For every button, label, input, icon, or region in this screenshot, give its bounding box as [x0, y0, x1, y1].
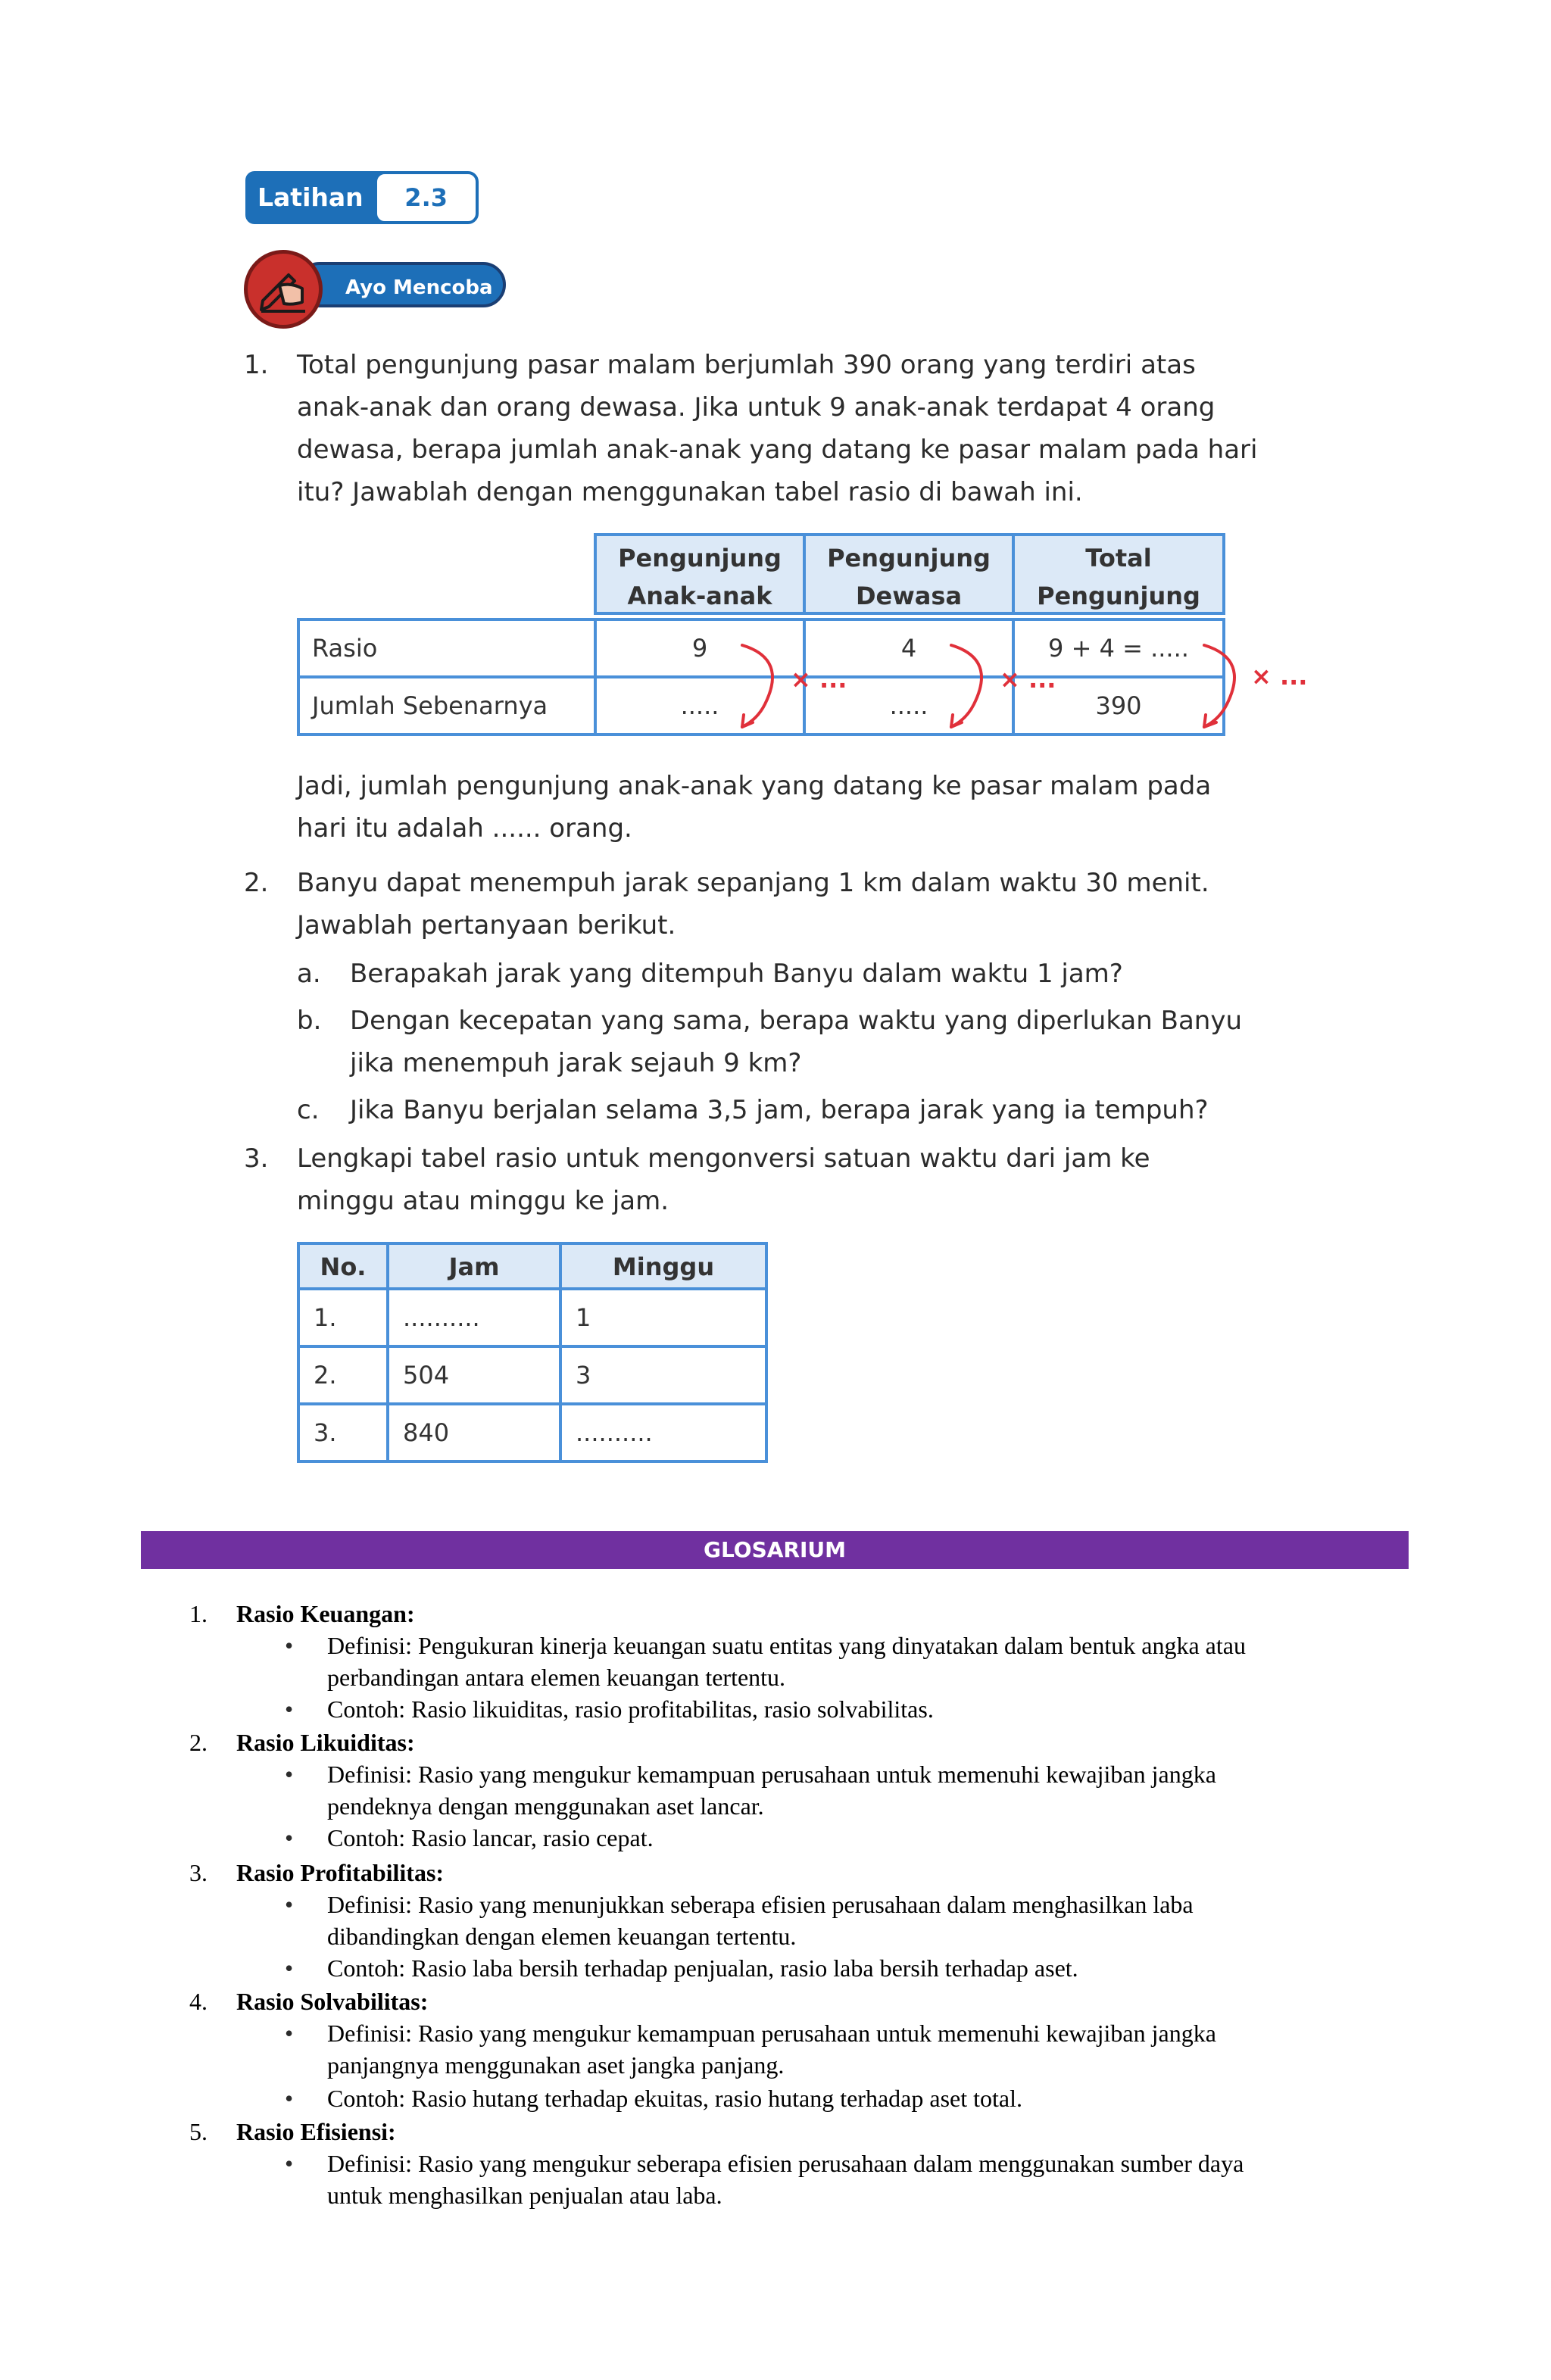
- question-2-number: 2.: [244, 868, 269, 898]
- glossary-number: 2.: [189, 1729, 208, 1756]
- glossary-term: Rasio Keuangan:: [236, 1600, 415, 1627]
- multiplier-label: × ...: [1000, 665, 1056, 694]
- question-1-number: 1.: [244, 350, 269, 380]
- header-dewasa: [803, 533, 1015, 615]
- header-no: No.: [297, 1242, 389, 1290]
- table-cell: 9 + 4 = .....: [1012, 618, 1225, 678]
- sub-c-text: Jika Banyu berjalan selama 3,5 jam, berapa jarak yang ia tempuh?: [350, 1095, 1209, 1125]
- glossary-term: Rasio Efisiensi:: [236, 2118, 396, 2145]
- header-line: Pengunjung: [618, 544, 782, 572]
- table-cell: 4: [803, 618, 1015, 678]
- table-cell: 3.: [297, 1402, 389, 1463]
- bullet-icon: •: [285, 1632, 294, 1659]
- table-cell: .....: [803, 675, 1015, 736]
- multiplier-label: × ...: [1251, 662, 1308, 691]
- sub-a-text: Berapakah jarak yang ditempuh Banyu dalam waktu 1 jam?: [350, 959, 1123, 989]
- header-anak-anak: [594, 533, 806, 615]
- glossary-example: Contoh: Rasio lancar, rasio cepat.: [327, 1824, 654, 1851]
- sub-b-letter: b.: [297, 1006, 322, 1036]
- arrow-3: [1204, 645, 1234, 727]
- sub-c-letter: c.: [297, 1095, 320, 1125]
- question-3-number: 3.: [244, 1143, 269, 1174]
- table-cell: 1: [559, 1287, 768, 1348]
- question-3-line: minggu atau minggu ke jam.: [297, 1186, 669, 1216]
- bullet-icon: •: [285, 2020, 294, 2047]
- definition-line: panjangnya menggunakan aset jangka panjang.: [327, 2051, 785, 2079]
- question-3-line: Lengkapi tabel rasio untuk mengonversi satuan waktu dari jam ke: [297, 1143, 1150, 1174]
- glossary-definition: [327, 1630, 1246, 1693]
- table-cell: ..........: [386, 1287, 562, 1348]
- bullet-icon: •: [285, 1891, 294, 1918]
- definition-line: Definisi: Rasio yang mengukur seberapa efisien perusahaan dalam menggunakan sumber daya: [327, 2150, 1244, 2177]
- question-1-line: dewasa, berapa jumlah anak-anak yang datang ke pasar malam pada hari: [297, 435, 1258, 465]
- question-1-conclusion: [297, 765, 1211, 850]
- header-jam: Jam: [386, 1242, 562, 1290]
- glossary-term: Rasio Likuiditas:: [236, 1729, 415, 1756]
- arrow-1: [742, 645, 772, 727]
- row-label-jumlah: Jumlah Sebenarnya: [297, 675, 597, 736]
- arrow-2: [951, 645, 981, 727]
- latihan-badge: [245, 171, 479, 227]
- glossary-example: Contoh: Rasio laba bersih terhadap penjualan, rasio laba bersih terhadap aset.: [327, 1954, 1078, 1982]
- header-line: Pengunjung: [1037, 582, 1200, 610]
- table-cell: ..........: [559, 1402, 768, 1463]
- glossary-term: Rasio Profitabilitas:: [236, 1859, 445, 1886]
- glossary-number: 4.: [189, 1988, 208, 2015]
- table-cell: 9: [594, 618, 806, 678]
- table-cell: 390: [1012, 675, 1225, 736]
- definition-line: dibandingkan dengan elemen keuangan tertentu.: [327, 1923, 797, 1950]
- sub-a-letter: a.: [297, 959, 321, 989]
- row-label-rasio: Rasio: [297, 618, 597, 678]
- header-total: [1012, 533, 1225, 615]
- table-cell: 2.: [297, 1345, 389, 1405]
- conclusion-line: Jadi, jumlah pengunjung anak-anak yang datang ke pasar malam pada: [297, 771, 1212, 801]
- bullet-icon: •: [285, 1695, 294, 1723]
- glossary-definition: [327, 2017, 1216, 2081]
- question-2-line: Jawablah pertanyaan berikut.: [297, 910, 676, 940]
- glossary-definition: [327, 1758, 1216, 1822]
- glossary-term: Rasio Solvabilitas:: [236, 1988, 429, 2015]
- glossary-number: 5.: [189, 2118, 208, 2145]
- definition-line: Definisi: Rasio yang mengukur kemampuan perusahaan untuk memenuhi kewajiban jangka: [327, 2020, 1216, 2047]
- ayo-mencoba-badge: [244, 250, 509, 333]
- bullet-icon: •: [285, 1954, 294, 1982]
- ayo-mencoba-label: Ayo Mencoba: [297, 262, 506, 307]
- sub-b-line: jika menempuh jarak sejauh 9 km?: [350, 1048, 802, 1078]
- glossary-definition: [327, 2148, 1244, 2211]
- sub-b-line: Dengan kecepatan yang sama, berapa waktu yang diperlukan Banyu: [350, 1006, 1242, 1036]
- conclusion-line: hari itu adalah ...... orang.: [297, 813, 632, 844]
- table-cell: .....: [594, 675, 806, 736]
- glossary-number: 1.: [189, 1600, 208, 1627]
- glossary-example: Contoh: Rasio hutang terhadap ekuitas, rasio hutang terhadap aset total.: [327, 2085, 1022, 2112]
- glossary-definition: [327, 1889, 1194, 1952]
- definition-line: perbandingan antara elemen keuangan tertentu.: [327, 1664, 786, 1691]
- latihan-label: Latihan: [245, 171, 394, 224]
- glosarium-title: GLOSARIUM: [141, 1531, 1409, 1569]
- bullet-icon: •: [285, 1761, 294, 1788]
- table-cell: 3: [559, 1345, 768, 1405]
- sub-b-text: [350, 1000, 1242, 1084]
- hand-writing-icon: [244, 250, 323, 329]
- bullet-icon: •: [285, 2150, 294, 2177]
- header-line: Anak-anak: [627, 582, 772, 610]
- header-line: Pengunjung: [827, 544, 991, 572]
- question-1-line: itu? Jawablah dengan menggunakan tabel rasio di bawah ini.: [297, 477, 1083, 507]
- header-line: Dewasa: [855, 582, 963, 610]
- definition-line: Definisi: Pengukuran kinerja keuangan suatu entitas yang dinyatakan dalam bentuk angka atau: [327, 1632, 1246, 1659]
- glossary-example: Contoh: Rasio likuiditas, rasio profitabilitas, rasio solvabilitas.: [327, 1695, 934, 1723]
- question-1-line: Total pengunjung pasar malam berjumlah 390 orang yang terdiri atas: [297, 350, 1196, 380]
- table-cell: 1.: [297, 1287, 389, 1348]
- table-cell: 840: [386, 1402, 562, 1463]
- question-1-line: anak-anak dan orang dewasa. Jika untuk 9 anak-anak terdapat 4 orang: [297, 392, 1216, 423]
- definition-line: untuk menghasilkan penjualan atau laba.: [327, 2182, 722, 2209]
- header-line: Total: [1085, 544, 1152, 572]
- question-3-text: [297, 1137, 1150, 1222]
- question-2-line: Banyu dapat menempuh jarak sepanjang 1 km dalam waktu 30 menit.: [297, 868, 1209, 898]
- header-minggu: Minggu: [559, 1242, 768, 1290]
- definition-line: Definisi: Rasio yang mengukur kemampuan perusahaan untuk memenuhi kewajiban jangka: [327, 1761, 1216, 1788]
- definition-line: pendeknya dengan menggunakan aset lancar.: [327, 1792, 764, 1820]
- bullet-icon: •: [285, 1824, 294, 1851]
- question-1-text: [297, 344, 1257, 513]
- question-2-text: [297, 862, 1209, 947]
- table-cell: 504: [386, 1345, 562, 1405]
- multiplier-label: × ...: [791, 665, 847, 694]
- bullet-icon: •: [285, 2085, 294, 2112]
- glossary-number: 3.: [189, 1859, 208, 1886]
- definition-line: Definisi: Rasio yang menunjukkan seberapa efisien perusahaan dalam menghasilkan laba: [327, 1891, 1194, 1918]
- latihan-number: 2.3: [374, 171, 479, 224]
